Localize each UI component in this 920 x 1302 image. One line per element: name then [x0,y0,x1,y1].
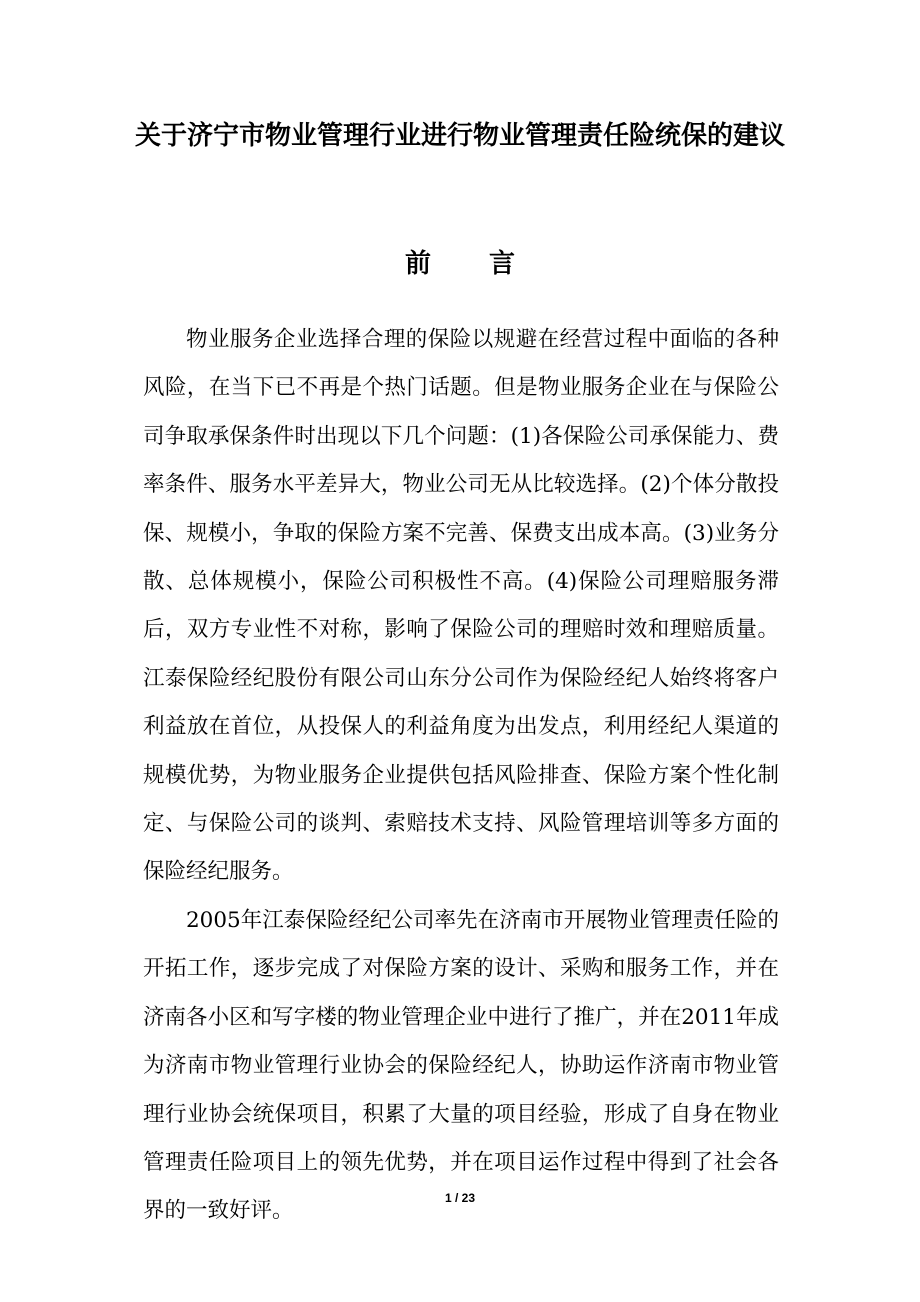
body-text [143,316,779,1236]
page-number: 1 / 23 [444,1191,476,1205]
document-title: 关于济宁市物业管理行业进行物业管理责任险统保的建议 [134,121,785,151]
section-heading-char-1: 前 [404,249,431,279]
section-heading-char-2: 言 [489,249,516,279]
paragraph-1: 物业服务企业选择合理的保险以规避在经营过程中面临的各种风险，在当下已不再是个热门话题。但是物业服务企业在与保险公司争取承保条件时出现以下几个问题：(1)各保险公司承保能力、费率条件、服务水平差异大，物业公司无从比较选择。(2)个体分散投保、规模小，争取的保险方案不完善、保费支出成本高。(3)业务分散、总体规模小，保险公司积极性不高。(4)保险公司理赔服务滞后，双方专业性不对称，影响了保险公司的理赔时效和理赔质量。江泰保险经纪股份有限公司山东分公司作为保险经纪人始终将客户利益放在首位，从投保人的利益角度为出发点，利用经纪人渠道的规模优势，为物业服务企业提供包括风险排查、保险方案个性化制定、与保险公司的谈判、索赔技术支持、风险管理培训等多方面的保险经纪服务。 [143,327,779,885]
section-heading-preface [0,244,920,284]
paragraph-2: 2005年江泰保险经纪公司率先在济南市开展物业管理责任险的开拓工作，逐步完成了对保险方案的设计、采购和服务工作，并在济南各小区和写字楼的物业管理企业中进行了推广，并在2011年成为济南市物业管理行业协会的保险经纪人，协助运作济南市物业管理行业协会统保项目，积累了大量的项目经验，形成了自身在物业管理责任险项目上的领先优势，并在项目运作过程中得到了社会各界的一致好评。 [143,907,779,1224]
